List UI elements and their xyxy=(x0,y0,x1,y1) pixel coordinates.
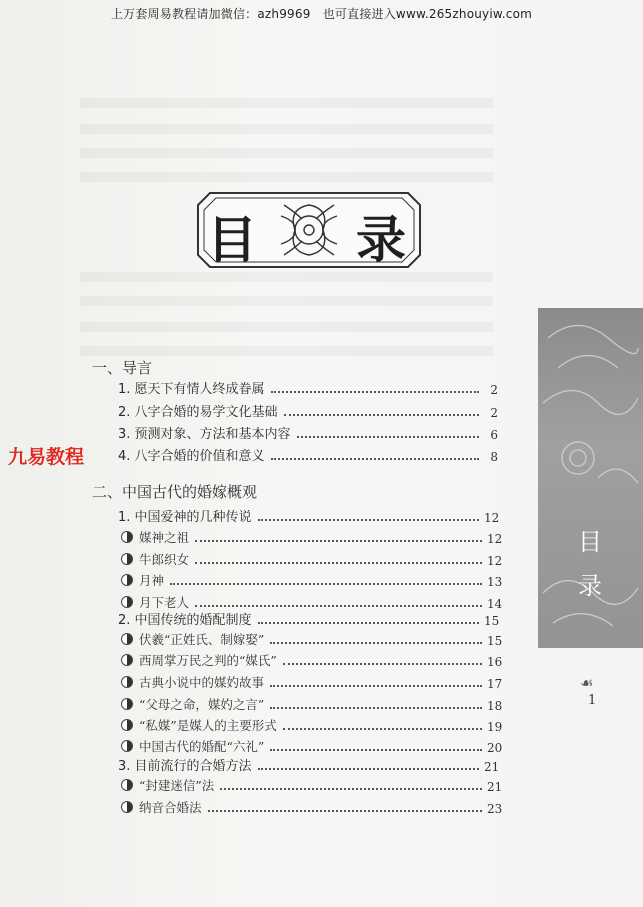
toc-subentry[interactable] xyxy=(121,778,501,794)
toc-entry[interactable] xyxy=(118,758,498,774)
toc-entry-label: 3. 预测对象、方法和基本内容 xyxy=(118,427,291,442)
yinyang-bullet-icon xyxy=(121,801,133,813)
toc-entry-label: 月下老人 xyxy=(139,595,190,610)
leader-dots xyxy=(283,663,482,665)
page-number: 1 xyxy=(588,693,597,708)
leader-dots xyxy=(270,707,482,709)
yinyang-bullet-icon xyxy=(121,531,133,543)
toc-entry-page: 14 xyxy=(487,597,503,611)
toc-entry[interactable] xyxy=(118,448,498,464)
toc-subentry[interactable] xyxy=(121,573,501,589)
promo-banner: 上万套周易教程请加微信：azh9969 也可直接进入www.265zhouyiw.com xyxy=(110,7,533,21)
watermark-text: 九易教程 xyxy=(8,446,85,468)
leader-dots xyxy=(258,622,479,624)
bleed-through-line xyxy=(80,346,493,356)
toc-entry-label: 2. 中国传统的婚配制度 xyxy=(118,613,252,628)
toc-subentry[interactable] xyxy=(121,632,501,648)
toc-entry-label: 纳音合婚法 xyxy=(139,800,202,815)
toc-subentry[interactable] xyxy=(121,675,501,691)
toc-entry-page: 16 xyxy=(487,655,503,669)
toc-subentry[interactable] xyxy=(121,697,501,713)
toc-entry-label: 伏羲“正姓氏、制嫁娶” xyxy=(139,632,265,647)
toc-entry-page: 20 xyxy=(487,741,503,755)
yinyang-bullet-icon xyxy=(121,740,133,752)
yinyang-bullet-icon xyxy=(121,719,133,731)
toc-entry-label: 1. 中国爱神的几种传说 xyxy=(118,510,252,525)
leader-dots xyxy=(195,540,482,542)
toc-entry-page: 15 xyxy=(487,634,503,648)
toc-entry-page: 13 xyxy=(487,575,503,589)
leader-dots xyxy=(208,810,482,812)
toc-entry-label: 中国古代的婚配“六礼” xyxy=(139,739,265,754)
toc-entry-page: 8 xyxy=(490,450,498,464)
yinyang-bullet-icon xyxy=(121,654,133,666)
toc-subentry[interactable] xyxy=(121,530,501,546)
toc-entry[interactable] xyxy=(118,426,498,442)
yinyang-bullet-icon xyxy=(121,698,133,710)
toc-entry-label: 4. 八字合婚的价值和意义 xyxy=(118,449,265,464)
toc-subentry[interactable] xyxy=(121,739,501,755)
leader-dots xyxy=(195,562,482,564)
leader-dots xyxy=(170,583,482,585)
toc-entry[interactable] xyxy=(118,404,498,420)
toc-entry-page: 21 xyxy=(484,760,500,774)
toc-entry-label: 月神 xyxy=(139,573,165,588)
toc-entry-page: 12 xyxy=(487,532,503,546)
toc-entry-label: “封建迷信”法 xyxy=(139,778,215,793)
leader-dots xyxy=(271,391,479,393)
toc-entry-label: 1. 愿天下有情人终成眷属 xyxy=(118,382,265,397)
section-heading: 一、导言 xyxy=(92,359,153,377)
toc-entry[interactable] xyxy=(118,509,498,525)
bleed-through-line xyxy=(80,148,493,158)
bleed-through-line xyxy=(80,124,493,134)
yinyang-bullet-icon xyxy=(121,633,133,645)
toc-subentry[interactable] xyxy=(121,718,501,734)
toc-entry[interactable] xyxy=(118,381,498,397)
toc-entry-page: 12 xyxy=(484,511,500,525)
bleed-through-line xyxy=(80,272,493,282)
yinyang-bullet-icon xyxy=(121,596,133,608)
toc-entry-page: 12 xyxy=(487,554,503,568)
bleed-through-line xyxy=(80,296,493,306)
toc-subentry[interactable] xyxy=(121,552,501,568)
yinyang-bullet-icon xyxy=(121,553,133,565)
yinyang-bullet-icon xyxy=(121,779,133,791)
toc-entry-page: 17 xyxy=(487,677,503,691)
toc-entry-page: 6 xyxy=(490,428,498,442)
toc-entry-page: 21 xyxy=(487,780,503,794)
leader-dots xyxy=(270,749,482,751)
toc-entry-label: 媒神之祖 xyxy=(139,530,190,545)
leader-dots xyxy=(258,768,479,770)
bleed-through-line xyxy=(80,322,493,332)
side-tab-char-mu: 目 xyxy=(578,528,602,556)
leader-dots xyxy=(195,605,482,607)
leader-dots xyxy=(284,414,479,416)
toc-entry-page: 2 xyxy=(490,406,498,420)
leader-dots xyxy=(270,642,482,644)
toc-entry-page: 23 xyxy=(487,802,503,816)
toc-entry-label: 古典小说中的媒妁故事 xyxy=(139,675,265,690)
leader-dots xyxy=(220,788,482,790)
toc-entry-label: 3. 目前流行的合婚方法 xyxy=(118,759,252,774)
title-char-mu: 目 xyxy=(207,211,257,269)
leader-dots xyxy=(271,458,479,460)
yinyang-bullet-icon xyxy=(121,574,133,586)
toc-entry-page: 18 xyxy=(487,699,503,713)
page-ornament-icon: ☙ xyxy=(580,674,594,692)
title-char-lu: 录 xyxy=(356,211,406,269)
toc-entry-page: 15 xyxy=(484,614,500,628)
toc-subentry[interactable] xyxy=(121,800,501,816)
leader-dots xyxy=(283,728,482,730)
side-tab-char-lu: 录 xyxy=(578,572,602,600)
toc-entry-label: “父母之命，媒妁之言” xyxy=(139,697,265,712)
toc-entry[interactable] xyxy=(118,612,498,628)
toc-entry-label: 2. 八字合婚的易学文化基础 xyxy=(118,405,278,420)
toc-entry-page: 19 xyxy=(487,720,503,734)
leader-dots xyxy=(258,519,479,521)
bleed-through-line xyxy=(80,172,493,182)
bleed-through-line xyxy=(80,98,493,108)
toc-subentry[interactable] xyxy=(121,653,501,669)
toc-entry-label: “私媒”是媒人的主要形式 xyxy=(139,718,277,733)
section-heading: 二、中国古代的婚嫁概观 xyxy=(92,483,258,501)
toc-entry-label: 西周掌万民之判的“媒氏” xyxy=(139,653,277,668)
leader-dots xyxy=(270,685,482,687)
yinyang-bullet-icon xyxy=(121,676,133,688)
toc-entry-label: 牛郎织女 xyxy=(139,552,190,567)
toc-entry-page: 2 xyxy=(490,383,498,397)
leader-dots xyxy=(297,436,479,438)
